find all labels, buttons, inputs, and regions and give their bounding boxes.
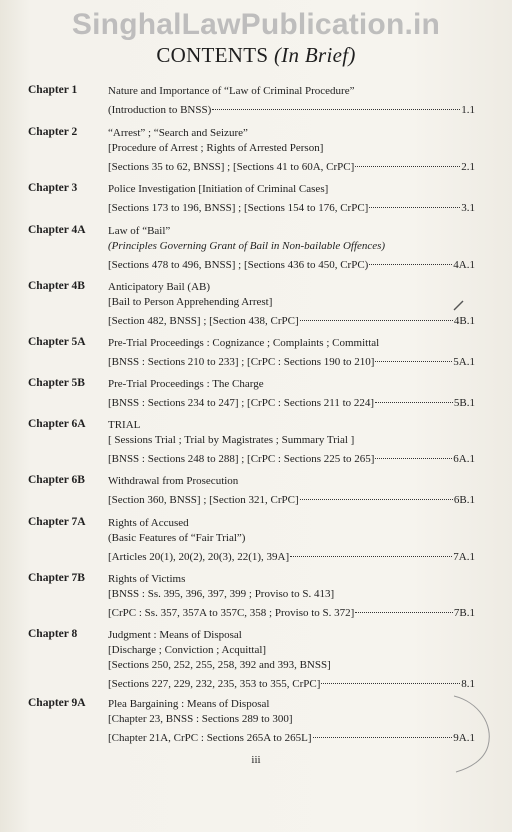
chapter-line-text: [Section 360, BNSS] ; [Section 321, CrPC] xyxy=(108,494,299,506)
chapter-line-text: Pre-Trial Proceedings : Cognizance ; Complaints ; Committal xyxy=(108,337,380,349)
dot-leader xyxy=(355,153,460,167)
chapter-line-text: [Discharge ; Conviction ; Acquittal] xyxy=(108,644,267,656)
dot-leader xyxy=(212,96,460,110)
chapter-line-with-page xyxy=(108,351,475,370)
dot-leader xyxy=(375,348,452,362)
chapter-line-text: Judgment : Means of Disposal xyxy=(108,629,242,641)
chapter-line-with-page xyxy=(108,673,475,692)
chapter-line-text: Police Investigation [Initiation of Criminal Cases] xyxy=(108,183,329,195)
page-reference: 7B.1 xyxy=(453,607,475,619)
chapter-line-text: Pre-Trial Proceedings : The Charge xyxy=(108,378,264,390)
chapter-line-text: [Chapter 21A, CrPC : Sections 265A to 265L] xyxy=(108,732,312,744)
chapter-number: Chapter 8 xyxy=(28,628,78,640)
page-reference: 4B.1 xyxy=(453,315,475,327)
page-reference: 5B.1 xyxy=(453,397,475,409)
title-subtitle: (In Brief) xyxy=(273,43,356,67)
chapter-line-text: [Bail to Person Apprehending Arrest] xyxy=(108,296,273,308)
dot-leader xyxy=(375,389,453,403)
chapter-line-text: [BNSS : Sections 248 to 288] ; [CrPC : Sections 225 to 265] xyxy=(108,453,375,465)
chapter-line-text: Nature and Importance of “Law of Criminal Procedure” xyxy=(108,85,355,97)
chapter-line-text: [Sections 250, 252, 255, 258, 392 and 393, BNSS] xyxy=(108,659,331,671)
chapter-description xyxy=(108,628,475,692)
chapter-number: Chapter 3 xyxy=(28,182,78,194)
chapter-line-with-page xyxy=(108,489,475,508)
pen-mark-icon xyxy=(452,298,466,312)
watermark-text: SinghalLawPublication.in xyxy=(71,8,441,41)
chapter-line-with-page xyxy=(108,156,475,175)
chapter-line-text: Anticipatory Bail (AB) xyxy=(108,281,211,293)
chapter-line-text: [Chapter 23, BNSS : Sections 289 to 300] xyxy=(108,713,293,725)
chapter-number: Chapter 7B xyxy=(28,572,85,584)
chapter-line-text: (Principles Governing Grant of Bail in Non-bailable Offences) xyxy=(108,240,386,252)
chapter-line-with-page xyxy=(108,448,475,467)
chapter-line-with-page xyxy=(108,392,475,411)
chapter-line-text: [Sections 173 to 196, BNSS] ; [Sections 154 to 176, CrPC] xyxy=(108,202,369,214)
chapter-line-with-page xyxy=(108,310,475,329)
chapter-number: Chapter 4B xyxy=(28,280,85,292)
page-reference: 1.1 xyxy=(461,104,475,116)
chapter-number: Chapter 2 xyxy=(28,126,78,138)
page-reference: 4A.1 xyxy=(453,259,475,271)
page-reference: 3.1 xyxy=(461,202,475,214)
chapter-line-text: [Articles 20(1), 20(2), 20(3), 22(1), 39A] xyxy=(108,551,290,563)
page-title xyxy=(0,43,512,68)
dot-leader xyxy=(321,670,460,684)
page-number: iii xyxy=(251,754,261,766)
chapter-description xyxy=(108,418,475,467)
page-reference: 7A.1 xyxy=(453,551,475,563)
chapter-description xyxy=(108,84,475,118)
chapter-line-text: Plea Bargaining : Means of Disposal xyxy=(108,698,270,710)
chapter-number: Chapter 5B xyxy=(28,377,85,389)
chapter-line-text: Withdrawal from Prosecution xyxy=(108,475,239,487)
chapter-description xyxy=(108,572,475,621)
chapter-line-text: [Sections 227, 229, 232, 235, 353 to 355, CrPC] xyxy=(108,678,321,690)
chapter-number: Chapter 1 xyxy=(28,84,78,96)
chapter-line-with-page xyxy=(108,197,475,216)
chapter-line-text: Law of “Bail” xyxy=(108,225,171,237)
chapter-description xyxy=(108,516,475,565)
chapter-number: Chapter 9A xyxy=(28,697,86,709)
chapter-line-text: [BNSS : Sections 234 to 247] ; [CrPC : Sections 211 to 224] xyxy=(108,397,375,409)
page-reference: 5A.1 xyxy=(453,356,475,368)
dot-leader xyxy=(369,251,452,265)
chapter-line-with-page xyxy=(108,727,475,746)
title-main: CONTENTS xyxy=(156,43,269,67)
chapter-line-text: Rights of Victims xyxy=(108,573,186,585)
chapter-line-with-page xyxy=(108,254,475,273)
chapter-line-text: [BNSS : Sections 210 to 233] ; [CrPC : Sections 190 to 210] xyxy=(108,356,375,368)
chapter-line-with-page xyxy=(108,602,475,621)
chapter-line-text: TRIAL xyxy=(108,419,141,431)
chapter-description xyxy=(108,377,475,411)
chapter-description xyxy=(108,336,475,370)
chapter-line-text: [Procedure of Arrest ; Rights of Arrested Person] xyxy=(108,142,324,154)
dot-leader xyxy=(290,543,452,557)
chapter-number: Chapter 5A xyxy=(28,336,86,348)
dot-leader xyxy=(300,486,453,500)
page-reference: 2.1 xyxy=(461,161,475,173)
chapter-description xyxy=(108,280,475,329)
chapter-line-text: [Section 482, BNSS] ; [Section 438, CrPC] xyxy=(108,315,299,327)
chapter-line-text: [ Sessions Trial ; Trial by Magistrates ; Summary Trial ] xyxy=(108,434,355,446)
chapter-line-text: (Introduction to BNSS) xyxy=(108,104,212,116)
chapter-number: Chapter 6A xyxy=(28,418,86,430)
dot-leader xyxy=(313,724,453,738)
page-reference: 8.1 xyxy=(461,678,475,690)
chapter-line-text: [Sections 478 to 496, BNSS] ; [Sections 436 to 450, CrPC) xyxy=(108,259,369,271)
chapter-number: Chapter 7A xyxy=(28,516,86,528)
chapter-description xyxy=(108,474,475,508)
dot-leader xyxy=(369,194,460,208)
chapter-line-text: [BNSS : Ss. 395, 396, 397, 399 ; Proviso to S. 413] xyxy=(108,588,335,600)
chapter-description xyxy=(108,126,475,175)
chapter-line-text: [CrPC : Ss. 357, 357A to 357C, 358 ; Proviso to S. 372] xyxy=(108,607,355,619)
page-reference: 9A.1 xyxy=(453,732,475,744)
dot-leader xyxy=(355,599,453,613)
chapter-description xyxy=(108,697,475,746)
chapter-line-with-page xyxy=(108,99,475,118)
page-reference: 6B.1 xyxy=(453,494,475,506)
chapter-description xyxy=(108,182,475,216)
page-reference: 6A.1 xyxy=(453,453,475,465)
chapter-line-text: Rights of Accused xyxy=(108,517,189,529)
chapter-number: Chapter 6B xyxy=(28,474,85,486)
chapter-number: Chapter 4A xyxy=(28,224,86,236)
chapter-line-text: “Arrest” ; “Search and Seizure” xyxy=(108,127,248,139)
dot-leader xyxy=(375,445,452,459)
chapter-description xyxy=(108,224,475,273)
chapter-line-text: [Sections 35 to 62, BNSS] ; [Sections 41 to 60A, CrPC] xyxy=(108,161,355,173)
dot-leader xyxy=(300,307,453,321)
chapter-line-with-page xyxy=(108,546,475,565)
chapter-line-text: (Basic Features of “Fair Trial”) xyxy=(108,532,246,544)
